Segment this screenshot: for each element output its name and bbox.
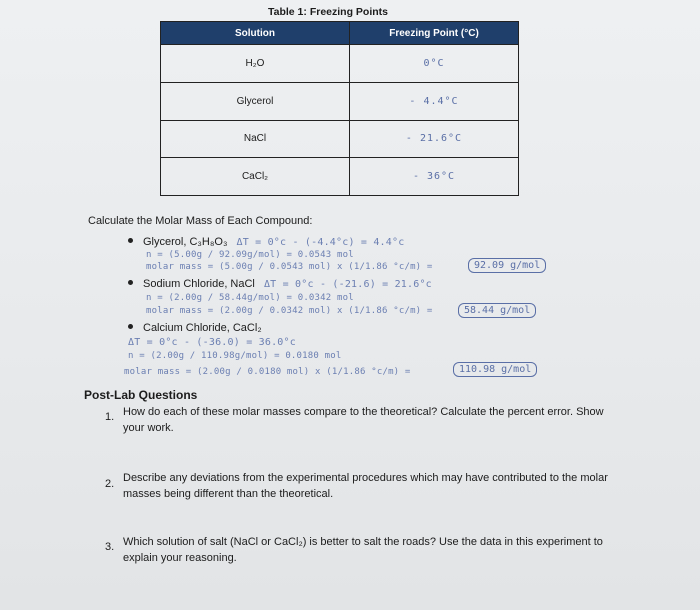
question-number: 1. (105, 411, 115, 423)
solution-cell: CaCl₂ (161, 158, 350, 196)
handwritten-work: ΔT = 0°c - (-4.4°c) = 4.4°c (236, 237, 405, 248)
header-freezing-point: Freezing Point (°C) (350, 22, 519, 45)
question-number: 3. (105, 541, 115, 553)
table-row (161, 158, 519, 196)
handwritten-work: molar mass = (5.00g / 0.0543 mol) x (1/1.86 °c/m) = (146, 262, 433, 272)
question-text: Describe any deviations from the experimental procedures which may have contributed to the molar masses being different than the theoretical. (123, 472, 608, 500)
answer-box: 92.09 g/mol (468, 258, 546, 273)
bullet-dot (128, 280, 133, 285)
question-number: 2. (105, 478, 115, 490)
section-title: Calculate the Molar Mass of Each Compound: (88, 215, 313, 227)
compound-label: Calcium Chloride, CaCl₂ (143, 322, 262, 334)
freezing-point-cell: 0°C (350, 45, 519, 83)
compound-label: Sodium Chloride, NaCl (143, 278, 255, 290)
compound-cacl2 (128, 322, 262, 334)
bullet-dot (128, 324, 133, 329)
freezing-point-cell: - 4.4°C (350, 82, 519, 120)
freezing-point-cell: - 21.6°C (350, 120, 519, 158)
answer-box: 58.44 g/mol (458, 303, 536, 318)
solution-cell: NaCl (161, 120, 350, 158)
handwritten-work: n = (2.00g / 110.98g/mol) = 0.0180 mol (128, 351, 342, 361)
freezing-point-cell: - 36°C (350, 158, 519, 196)
bullet-dot (128, 238, 133, 243)
table-row (161, 120, 519, 158)
compound-nacl (128, 278, 432, 290)
header-solution: Solution (161, 22, 350, 45)
solution-cell: H₂O (161, 45, 350, 83)
compound-label: Glycerol, C₃H₈O₃ (143, 236, 228, 248)
handwritten-work: ΔT = 0°c - (-36.0) = 36.0°c (128, 337, 296, 348)
handwritten-work: molar mass = (2.00g / 0.0180 mol) x (1/1.86 °c/m) = (124, 367, 411, 377)
handwritten-work: n = (2.00g / 58.44g/mol) = 0.0342 mol (146, 293, 354, 303)
table-header-row (161, 22, 519, 45)
table-caption: Table 1: Freezing Points (268, 6, 388, 18)
post-lab-title: Post-Lab Questions (84, 388, 198, 402)
freezing-points-table (160, 21, 519, 196)
solution-cell: Glycerol (161, 82, 350, 120)
table-row (161, 45, 519, 83)
question-text: How do each of these molar masses compare to the theoretical? Calculate the percent error. Show your work. (123, 406, 604, 434)
compound-glycerol (128, 236, 404, 248)
handwritten-work: molar mass = (2.00g / 0.0342 mol) x (1/1.86 °c/m) = (146, 306, 433, 316)
handwritten-work: n = (5.00g / 92.09g/mol) = 0.0543 mol (146, 250, 354, 260)
answer-box: 110.98 g/mol (453, 362, 537, 377)
question-text: Which solution of salt (NaCl or CaCl₂) is better to salt the roads? Use the data in this experiment to explain your reasoning. (123, 536, 603, 564)
handwritten-work: ΔT = 0°c - (-21.6) = 21.6°c (263, 279, 432, 290)
table-row (161, 82, 519, 120)
